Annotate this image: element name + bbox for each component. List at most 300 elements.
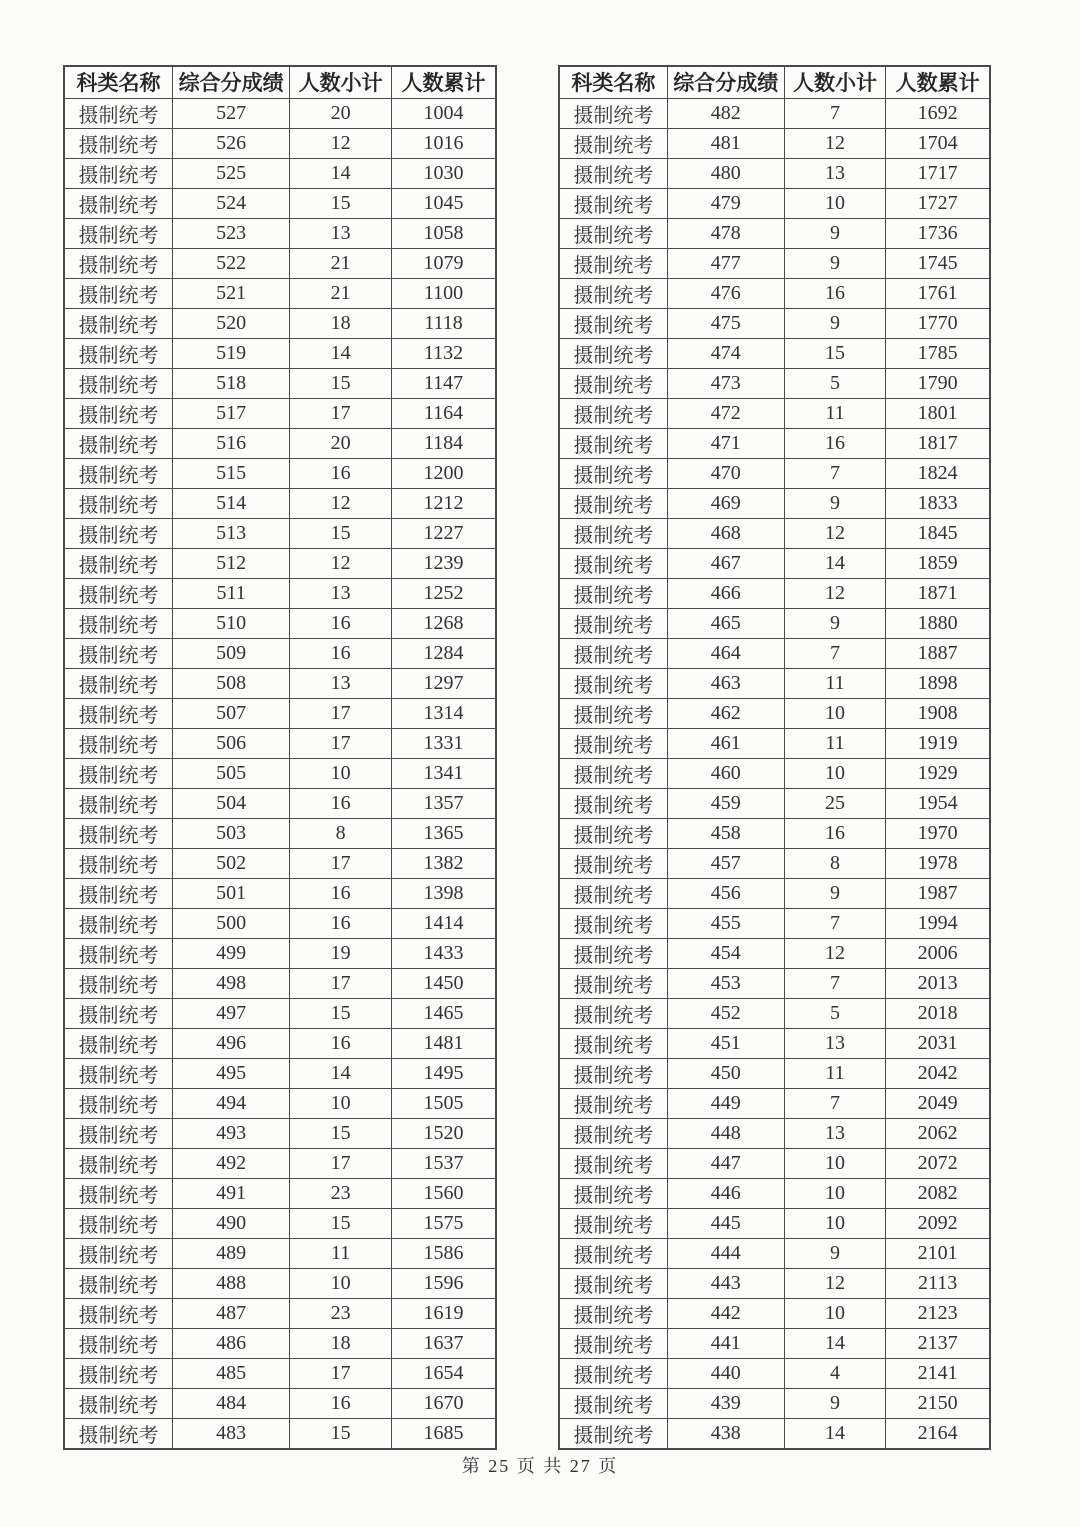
- table-cell: 摄制统考: [64, 308, 172, 338]
- score-distribution-table-right: [558, 65, 991, 1450]
- table-cell: 521: [172, 278, 290, 308]
- table-cell: 摄制统考: [64, 1388, 172, 1418]
- table-cell: 1824: [886, 458, 990, 488]
- table-cell: 14: [290, 1058, 392, 1088]
- table-cell: 摄制统考: [559, 1418, 667, 1449]
- table-row: [559, 278, 990, 308]
- table-cell: 10: [290, 1088, 392, 1118]
- table-cell: 16: [290, 1028, 392, 1058]
- table-cell: 摄制统考: [64, 1058, 172, 1088]
- table-row: [559, 458, 990, 488]
- table-row: [64, 848, 496, 878]
- table-row: [64, 938, 496, 968]
- table-cell: 445: [667, 1208, 784, 1238]
- table-cell: 摄制统考: [64, 338, 172, 368]
- table-cell: 466: [667, 578, 784, 608]
- table-cell: 443: [667, 1268, 784, 1298]
- table-cell: 511: [172, 578, 290, 608]
- table-cell: 14: [784, 1328, 885, 1358]
- table-cell: 1045: [391, 188, 496, 218]
- table-cell: 1297: [391, 668, 496, 698]
- table-cell: 摄制统考: [559, 1208, 667, 1238]
- table-cell: 488: [172, 1268, 290, 1298]
- table-cell: 495: [172, 1058, 290, 1088]
- table-cell: 7: [784, 908, 885, 938]
- table-row: [64, 1328, 496, 1358]
- header-row: [64, 66, 496, 98]
- table-cell: 517: [172, 398, 290, 428]
- table-row: [559, 908, 990, 938]
- table-row: [559, 98, 990, 128]
- table-cell: 5: [784, 368, 885, 398]
- table-cell: 522: [172, 248, 290, 278]
- table-cell: 460: [667, 758, 784, 788]
- table-cell: 1341: [391, 758, 496, 788]
- table-cell: 9: [784, 218, 885, 248]
- table-cell: 摄制统考: [64, 938, 172, 968]
- table-cell: 1692: [886, 98, 990, 128]
- table-cell: 2113: [886, 1268, 990, 1298]
- table-cell: 455: [667, 908, 784, 938]
- table-row: [559, 668, 990, 698]
- table-cell: 摄制统考: [559, 518, 667, 548]
- table-cell: 摄制统考: [559, 908, 667, 938]
- table-cell: 摄制统考: [559, 1388, 667, 1418]
- table-row: [559, 938, 990, 968]
- table-cell: 505: [172, 758, 290, 788]
- table-cell: 5: [784, 998, 885, 1028]
- table-cell: 摄制统考: [559, 578, 667, 608]
- table-row: [64, 728, 496, 758]
- table-cell: 447: [667, 1148, 784, 1178]
- table-cell: 11: [290, 1238, 392, 1268]
- table-cell: 2042: [886, 1058, 990, 1088]
- table-cell: 摄制统考: [64, 1178, 172, 1208]
- table-row: [559, 308, 990, 338]
- table-cell: 摄制统考: [559, 1238, 667, 1268]
- table-cell: 15: [290, 1418, 392, 1449]
- table-cell: 444: [667, 1238, 784, 1268]
- table-cell: 摄制统考: [64, 1208, 172, 1238]
- table-cell: 499: [172, 938, 290, 968]
- table-cell: 摄制统考: [64, 1418, 172, 1449]
- table-cell: 449: [667, 1088, 784, 1118]
- table-cell: 摄制统考: [559, 1118, 667, 1148]
- table-cell: 12: [784, 1268, 885, 1298]
- table-cell: 448: [667, 1118, 784, 1148]
- table-cell: 1817: [886, 428, 990, 458]
- table-cell: 440: [667, 1358, 784, 1388]
- table-cell: 1520: [391, 1118, 496, 1148]
- table-cell: 2141: [886, 1358, 990, 1388]
- table-row: [64, 338, 496, 368]
- table-cell: 20: [290, 428, 392, 458]
- table-cell: 475: [667, 308, 784, 338]
- table-cell: 438: [667, 1418, 784, 1449]
- table-row: [64, 968, 496, 998]
- table-cell: 2101: [886, 1238, 990, 1268]
- table-cell: 502: [172, 848, 290, 878]
- table-cell: 摄制统考: [64, 158, 172, 188]
- table-cell: 463: [667, 668, 784, 698]
- table-row: [559, 728, 990, 758]
- table-cell: 14: [784, 548, 885, 578]
- table-cell: 1398: [391, 878, 496, 908]
- table-cell: 471: [667, 428, 784, 458]
- table-cell: 523: [172, 218, 290, 248]
- table-cell: 摄制统考: [559, 1328, 667, 1358]
- table-cell: 25: [784, 788, 885, 818]
- table-cell: 摄制统考: [559, 668, 667, 698]
- table-cell: 512: [172, 548, 290, 578]
- table-cell: 1495: [391, 1058, 496, 1088]
- table-cell: 1619: [391, 1298, 496, 1328]
- table-cell: 11: [784, 728, 885, 758]
- table-row: [559, 488, 990, 518]
- table-cell: 摄制统考: [64, 458, 172, 488]
- table-row: [559, 1208, 990, 1238]
- table-cell: 16: [290, 878, 392, 908]
- table-cell: 508: [172, 668, 290, 698]
- table-cell: 1954: [886, 788, 990, 818]
- table-cell: 493: [172, 1118, 290, 1148]
- table-header: [64, 66, 496, 98]
- table-cell: 9: [784, 1388, 885, 1418]
- table-cell: 1200: [391, 458, 496, 488]
- table-cell: 470: [667, 458, 784, 488]
- table-cell: 1717: [886, 158, 990, 188]
- table-cell: 513: [172, 518, 290, 548]
- table-row: [64, 788, 496, 818]
- table-row: [64, 1088, 496, 1118]
- table-row: [559, 758, 990, 788]
- table-cell: 1058: [391, 218, 496, 248]
- table-row: [559, 128, 990, 158]
- table-cell: 摄制统考: [64, 818, 172, 848]
- table-cell: 9: [784, 488, 885, 518]
- table-cell: 16: [290, 608, 392, 638]
- table-row: [559, 878, 990, 908]
- table-cell: 524: [172, 188, 290, 218]
- table-cell: 12: [784, 938, 885, 968]
- table-cell: 10: [290, 1268, 392, 1298]
- table-cell: 10: [784, 758, 885, 788]
- table-cell: 1880: [886, 608, 990, 638]
- column-header: 综合分成绩: [172, 66, 290, 98]
- table-cell: 526: [172, 128, 290, 158]
- table-cell: 18: [290, 308, 392, 338]
- table-cell: 469: [667, 488, 784, 518]
- table-cell: 摄制统考: [64, 758, 172, 788]
- table-cell: 摄制统考: [559, 638, 667, 668]
- table-cell: 摄制统考: [559, 758, 667, 788]
- table-row: [559, 818, 990, 848]
- table-cell: 2013: [886, 968, 990, 998]
- table-row: [64, 758, 496, 788]
- table-cell: 摄制统考: [559, 878, 667, 908]
- table-row: [64, 1298, 496, 1328]
- table-cell: 519: [172, 338, 290, 368]
- table-cell: 485: [172, 1358, 290, 1388]
- table-cell: 7: [784, 1088, 885, 1118]
- table-row: [559, 1328, 990, 1358]
- table-cell: 摄制统考: [559, 788, 667, 818]
- table-cell: 1100: [391, 278, 496, 308]
- table-cell: 摄制统考: [559, 968, 667, 998]
- table-cell: 13: [784, 1028, 885, 1058]
- table-cell: 1331: [391, 728, 496, 758]
- table-cell: 12: [290, 488, 392, 518]
- table-cell: 458: [667, 818, 784, 848]
- table-cell: 1801: [886, 398, 990, 428]
- table-cell: 520: [172, 308, 290, 338]
- table-cell: 453: [667, 968, 784, 998]
- table-row: [559, 1418, 990, 1449]
- table-cell: 1987: [886, 878, 990, 908]
- table-cell: 9: [784, 878, 885, 908]
- table-cell: 439: [667, 1388, 784, 1418]
- table-cell: 12: [784, 518, 885, 548]
- table-cell: 15: [290, 518, 392, 548]
- table-cell: 摄制统考: [64, 1328, 172, 1358]
- table-cell: 1357: [391, 788, 496, 818]
- table-cell: 462: [667, 698, 784, 728]
- table-cell: 12: [290, 128, 392, 158]
- table-cell: 17: [290, 968, 392, 998]
- table-row: [64, 668, 496, 698]
- table-cell: 摄制统考: [559, 158, 667, 188]
- table-cell: 14: [290, 338, 392, 368]
- table-cell: 1736: [886, 218, 990, 248]
- table-cell: 1970: [886, 818, 990, 848]
- table-row: [64, 98, 496, 128]
- table-cell: 491: [172, 1178, 290, 1208]
- table-cell: 451: [667, 1028, 784, 1058]
- table-cell: 摄制统考: [64, 518, 172, 548]
- table-cell: 摄制统考: [64, 998, 172, 1028]
- table-cell: 摄制统考: [559, 1358, 667, 1388]
- table-row: [64, 278, 496, 308]
- table-cell: 摄制统考: [64, 1088, 172, 1118]
- table-row: [64, 1238, 496, 1268]
- table-cell: 摄制统考: [559, 368, 667, 398]
- table-cell: 1994: [886, 908, 990, 938]
- table-cell: 摄制统考: [559, 278, 667, 308]
- table-row: [559, 248, 990, 278]
- score-distribution-table-left: [63, 65, 497, 1450]
- table-cell: 12: [784, 128, 885, 158]
- table-cell: 509: [172, 638, 290, 668]
- table-cell: 16: [290, 788, 392, 818]
- table-row: [559, 578, 990, 608]
- column-header: 科类名称: [559, 66, 667, 98]
- table-row: [559, 1358, 990, 1388]
- table-cell: 摄制统考: [559, 698, 667, 728]
- table-cell: 摄制统考: [559, 848, 667, 878]
- table-cell: 23: [290, 1298, 392, 1328]
- table-cell: 1833: [886, 488, 990, 518]
- table-cell: 472: [667, 398, 784, 428]
- table-cell: 1212: [391, 488, 496, 518]
- table-cell: 15: [290, 1208, 392, 1238]
- table-cell: 1727: [886, 188, 990, 218]
- table-cell: 516: [172, 428, 290, 458]
- table-cell: 1227: [391, 518, 496, 548]
- table-cell: 10: [784, 188, 885, 218]
- table-row: [64, 698, 496, 728]
- table-cell: 摄制统考: [64, 668, 172, 698]
- table-cell: 10: [784, 698, 885, 728]
- table-cell: 1560: [391, 1178, 496, 1208]
- table-cell: 525: [172, 158, 290, 188]
- table-cell: 457: [667, 848, 784, 878]
- table-cell: 摄制统考: [559, 398, 667, 428]
- table-row: [559, 398, 990, 428]
- table-row: [559, 158, 990, 188]
- table-cell: 摄制统考: [64, 1148, 172, 1178]
- table-cell: 1596: [391, 1268, 496, 1298]
- table-cell: 21: [290, 248, 392, 278]
- table-cell: 7: [784, 638, 885, 668]
- table-cell: 441: [667, 1328, 784, 1358]
- table-cell: 16: [290, 638, 392, 668]
- table-cell: 442: [667, 1298, 784, 1328]
- table-cell: 12: [784, 578, 885, 608]
- table-cell: 摄制统考: [559, 458, 667, 488]
- table-cell: 15: [290, 1118, 392, 1148]
- table-cell: 479: [667, 188, 784, 218]
- table-cell: 8: [784, 848, 885, 878]
- table-cell: 518: [172, 368, 290, 398]
- table-cell: 465: [667, 608, 784, 638]
- table-cell: 1845: [886, 518, 990, 548]
- table-cell: 摄制统考: [64, 188, 172, 218]
- table-cell: 摄制统考: [64, 98, 172, 128]
- table-cell: 1030: [391, 158, 496, 188]
- table-cell: 1433: [391, 938, 496, 968]
- table-row: [64, 128, 496, 158]
- table-cell: 摄制统考: [559, 1028, 667, 1058]
- table-cell: 486: [172, 1328, 290, 1358]
- table-cell: 13: [290, 218, 392, 248]
- table-cell: 16: [784, 818, 885, 848]
- table-cell: 摄制统考: [64, 398, 172, 428]
- table-cell: 1919: [886, 728, 990, 758]
- table-row: [64, 908, 496, 938]
- table-cell: 1132: [391, 338, 496, 368]
- table-cell: 摄制统考: [64, 878, 172, 908]
- table-cell: 1978: [886, 848, 990, 878]
- table-row: [559, 1088, 990, 1118]
- table-cell: 2150: [886, 1388, 990, 1418]
- table-cell: 10: [784, 1298, 885, 1328]
- column-header: 人数累计: [886, 66, 990, 98]
- table-cell: 487: [172, 1298, 290, 1328]
- table-cell: 1770: [886, 308, 990, 338]
- table-row: [64, 458, 496, 488]
- table-body: [559, 98, 990, 1449]
- table-cell: 1745: [886, 248, 990, 278]
- table-cell: 478: [667, 218, 784, 248]
- table-cell: 1365: [391, 818, 496, 848]
- table-row: [64, 818, 496, 848]
- table-cell: 摄制统考: [559, 1148, 667, 1178]
- table-cell: 摄制统考: [559, 218, 667, 248]
- table-cell: 摄制统考: [64, 1358, 172, 1388]
- table-row: [559, 338, 990, 368]
- table-cell: 摄制统考: [559, 998, 667, 1028]
- table-row: [559, 848, 990, 878]
- table-cell: 摄制统考: [559, 1268, 667, 1298]
- table-row: [64, 1118, 496, 1148]
- table-cell: 2137: [886, 1328, 990, 1358]
- table-cell: 454: [667, 938, 784, 968]
- table-header: [559, 66, 990, 98]
- table-cell: 482: [667, 98, 784, 128]
- table-row: [64, 518, 496, 548]
- table-cell: 摄制统考: [64, 908, 172, 938]
- table-cell: 摄制统考: [64, 218, 172, 248]
- table-cell: 摄制统考: [64, 128, 172, 158]
- table-cell: 1908: [886, 698, 990, 728]
- table-cell: 504: [172, 788, 290, 818]
- table-cell: 16: [784, 428, 885, 458]
- table-cell: 摄制统考: [64, 488, 172, 518]
- table-cell: 1314: [391, 698, 496, 728]
- table-cell: 1414: [391, 908, 496, 938]
- table-cell: 2031: [886, 1028, 990, 1058]
- table-cell: 15: [290, 368, 392, 398]
- table-cell: 2123: [886, 1298, 990, 1328]
- table-cell: 摄制统考: [64, 578, 172, 608]
- table-cell: 1670: [391, 1388, 496, 1418]
- table-cell: 1164: [391, 398, 496, 428]
- table-cell: 477: [667, 248, 784, 278]
- table-cell: 10: [784, 1178, 885, 1208]
- table-cell: 2072: [886, 1148, 990, 1178]
- table-row: [64, 638, 496, 668]
- table-cell: 1537: [391, 1148, 496, 1178]
- table-cell: 1929: [886, 758, 990, 788]
- table-row: [64, 1028, 496, 1058]
- table-cell: 4: [784, 1358, 885, 1388]
- table-row: [559, 638, 990, 668]
- table-row: [559, 1388, 990, 1418]
- table-cell: 1239: [391, 548, 496, 578]
- table-cell: 摄制统考: [559, 428, 667, 458]
- table-cell: 2049: [886, 1088, 990, 1118]
- table-cell: 483: [172, 1418, 290, 1449]
- table-cell: 473: [667, 368, 784, 398]
- table-cell: 摄制统考: [559, 98, 667, 128]
- table-cell: 18: [290, 1328, 392, 1358]
- table-row: [64, 1268, 496, 1298]
- table-cell: 摄制统考: [559, 308, 667, 338]
- table-cell: 摄制统考: [64, 848, 172, 878]
- table-row: [64, 1148, 496, 1178]
- table-row: [64, 1058, 496, 1088]
- table-cell: 9: [784, 1238, 885, 1268]
- table-row: [559, 1058, 990, 1088]
- table-cell: 摄制统考: [559, 188, 667, 218]
- table-cell: 摄制统考: [559, 338, 667, 368]
- table-cell: 摄制统考: [559, 1298, 667, 1328]
- table-cell: 450: [667, 1058, 784, 1088]
- table-cell: 480: [667, 158, 784, 188]
- table-cell: 2164: [886, 1418, 990, 1449]
- table-cell: 1016: [391, 128, 496, 158]
- table-row: [64, 368, 496, 398]
